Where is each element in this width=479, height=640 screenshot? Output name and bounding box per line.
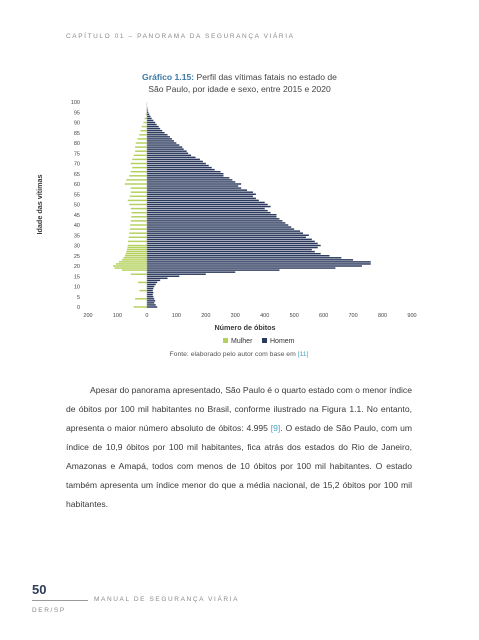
bar-female xyxy=(123,257,147,258)
bar-male xyxy=(147,116,151,117)
bar-female xyxy=(131,208,147,209)
bar-female xyxy=(122,269,147,270)
bar-male xyxy=(147,144,179,145)
figure-title-line2: São Paulo, por idade e sexo, entre 2015 e 2020 xyxy=(148,84,331,94)
legend-swatch-male xyxy=(262,338,267,343)
bar-male xyxy=(147,157,196,158)
bar-male xyxy=(147,259,353,260)
y-tick-label: 60 xyxy=(73,182,80,188)
bar-female xyxy=(127,247,146,248)
bar-male xyxy=(147,255,330,256)
bar-male xyxy=(147,130,162,131)
bar-male xyxy=(147,165,209,166)
bar-male xyxy=(147,189,247,190)
x-tick-label: 500 xyxy=(289,313,299,319)
bar-female xyxy=(131,220,147,221)
bar-male xyxy=(147,265,362,266)
x-tick-label: 300 xyxy=(230,313,240,319)
bar-female xyxy=(130,196,147,197)
y-tick-label: 0 xyxy=(76,305,80,311)
y-tick-label: 15 xyxy=(73,274,80,281)
y-tick-label: 100 xyxy=(70,100,80,106)
bar-male xyxy=(147,146,182,147)
bar-male xyxy=(147,185,238,186)
bar-female xyxy=(129,232,147,233)
bar-male xyxy=(147,200,259,201)
bar-female xyxy=(131,187,147,188)
x-tick-label: 800 xyxy=(377,313,388,319)
bar-male xyxy=(147,220,282,221)
body-paragraph-text: Apesar do panorama apresentado, São Paulo é o quarto estado com o menor índice de óbitos por 100 mil habitantes no Brasil, conforme ilustrado na Figura 1.1. No entanto, apresenta o maior número absoluto de óbitos: 4.995 xyxy=(66,385,412,433)
bar-female xyxy=(132,167,147,168)
figure-source-text: Fonte: elaborado pelo autor com base em xyxy=(169,351,298,358)
bar-female xyxy=(138,282,147,283)
bar-male xyxy=(147,276,179,277)
bar-male xyxy=(147,150,187,151)
bar-male xyxy=(147,138,172,139)
bar-female xyxy=(145,118,147,119)
bar-male xyxy=(147,114,149,115)
bar-male xyxy=(147,296,153,297)
chapter-header: CAPÍTULO 01 – PANORAMA DA SEGURANÇA VIÁRIA xyxy=(66,33,295,40)
bar-male xyxy=(147,187,241,188)
footer-divider xyxy=(32,600,88,601)
bar-male xyxy=(147,132,165,133)
bar-male xyxy=(147,212,271,213)
bar-male xyxy=(147,159,200,160)
y-tick-label: 95 xyxy=(73,110,80,117)
bar-male xyxy=(147,243,318,244)
bar-male xyxy=(147,261,371,262)
bar-male xyxy=(147,278,168,279)
bar-male xyxy=(147,302,154,303)
bar-male xyxy=(147,173,224,174)
bar-male xyxy=(147,228,294,229)
bar-male xyxy=(147,239,312,240)
bar-male xyxy=(147,251,315,252)
bar-male xyxy=(147,235,309,236)
bar-female xyxy=(143,122,147,123)
bar-male xyxy=(147,177,229,178)
bar-male xyxy=(147,163,206,164)
bar-male xyxy=(147,273,206,274)
bar-male xyxy=(147,128,160,129)
bar-male xyxy=(147,175,224,176)
bar-male xyxy=(147,153,188,154)
bar-male xyxy=(147,134,168,135)
bar-female xyxy=(113,265,147,266)
bar-female xyxy=(132,159,147,160)
bar-female xyxy=(125,255,147,256)
bar-male xyxy=(147,286,154,287)
y-tick-label: 50 xyxy=(73,202,80,209)
bar-male xyxy=(147,306,157,307)
bar-male xyxy=(147,218,280,219)
bar-male xyxy=(147,294,153,295)
bar-male xyxy=(147,198,256,199)
x-tick-label: 100 xyxy=(171,313,181,319)
bar-male xyxy=(147,122,155,123)
body-paragraph-text-rest: . O estado de São Paulo, com um índice de 10,9 óbitos por 100 mil habitantes, fica atrás dos estados do Rio de Janeiro, Amazonas e Amapá, todos com menos de 10 óbitos por 100 mil habitantes. O estado também apresenta um índice menor do que a média nacional, de 15,2 óbitos por 100 mil habitantes. xyxy=(66,423,413,509)
bar-male xyxy=(147,214,277,215)
bar-female xyxy=(131,171,147,172)
bar-female xyxy=(122,259,147,260)
bar-male xyxy=(147,253,321,254)
bar-female xyxy=(137,138,146,139)
bar-female xyxy=(132,212,147,213)
bar-male xyxy=(147,194,256,195)
bar-male xyxy=(147,249,312,250)
bar-female xyxy=(131,273,147,274)
figure-source xyxy=(170,351,309,358)
x-tick-label: 200 xyxy=(201,313,211,319)
bar-female xyxy=(128,241,147,242)
bar-male xyxy=(147,284,156,285)
bar-male xyxy=(147,210,268,211)
bar-male xyxy=(147,267,336,268)
legend-label-male: Homem xyxy=(270,338,295,345)
bar-male xyxy=(147,271,235,272)
y-tick-label: 80 xyxy=(73,141,80,147)
bar-male xyxy=(147,282,157,283)
y-tick-label: 85 xyxy=(73,130,80,137)
bar-male xyxy=(147,181,235,182)
y-tick-label: 5 xyxy=(76,294,80,301)
citation-link[interactable]: [9] xyxy=(270,423,281,433)
figure-source-citation[interactable]: [11] xyxy=(297,351,309,358)
x-tick-label: 400 xyxy=(260,313,270,319)
bar-male xyxy=(147,167,212,168)
bar-female xyxy=(128,200,147,201)
bar-male xyxy=(147,288,153,289)
bar-male xyxy=(147,280,160,281)
bar-female xyxy=(135,150,147,151)
y-tick-label: 45 xyxy=(73,212,80,219)
bar-male xyxy=(147,142,176,143)
bar-male xyxy=(147,155,191,156)
bar-female xyxy=(140,130,146,131)
bar-male xyxy=(147,120,153,121)
bar-female xyxy=(135,298,147,299)
bar-male xyxy=(147,298,154,299)
bar-male xyxy=(147,136,170,137)
bar-female xyxy=(126,253,147,254)
bar-female xyxy=(129,204,147,205)
bar-male xyxy=(147,191,253,192)
x-tick-label: 100 xyxy=(112,313,123,319)
bar-female xyxy=(140,290,147,291)
bar-male xyxy=(147,204,268,205)
bar-male xyxy=(147,179,232,180)
bar-male xyxy=(147,263,371,264)
y-tick-label: 75 xyxy=(73,151,80,158)
bar-male xyxy=(147,237,306,238)
y-tick-label: 35 xyxy=(73,233,80,240)
bar-male xyxy=(147,124,157,125)
bar-male xyxy=(147,169,215,170)
bar-male xyxy=(147,118,152,119)
bar-male xyxy=(147,216,277,217)
bar-male xyxy=(147,183,241,184)
bar-male xyxy=(147,202,265,203)
bar-male xyxy=(147,224,288,225)
bar-female xyxy=(116,263,147,264)
legend-label-female: Mulher xyxy=(231,338,253,345)
bar-female xyxy=(127,249,147,250)
page-number: 50 xyxy=(32,582,47,597)
bar-female xyxy=(139,134,147,135)
footer-organization: DER/SP xyxy=(32,607,66,614)
bar-female xyxy=(131,163,147,164)
y-tick-label: 55 xyxy=(73,192,80,199)
bar-male xyxy=(147,257,341,258)
bar-female xyxy=(115,267,147,268)
bar-male xyxy=(147,290,153,291)
bar-male xyxy=(147,226,291,227)
bar-male xyxy=(147,140,174,141)
x-tick-label: 0 xyxy=(145,313,149,319)
bar-male xyxy=(147,206,271,207)
bar-male xyxy=(147,171,221,172)
bar-male xyxy=(147,232,303,233)
bar-female xyxy=(128,245,147,246)
bar-female xyxy=(131,216,147,217)
bar-male xyxy=(147,269,280,270)
bar-female xyxy=(125,183,147,184)
footer-book-title: MANUAL DE SEGURANÇA VIÁRIA xyxy=(94,596,240,603)
x-tick-label: 700 xyxy=(348,313,358,319)
y-tick-label: 65 xyxy=(73,171,80,178)
bar-female xyxy=(130,228,147,229)
bar-female xyxy=(131,191,147,192)
x-tick-label: 200 xyxy=(83,313,93,319)
bar-male xyxy=(147,196,253,197)
bar-female xyxy=(129,237,147,238)
x-tick-label: 600 xyxy=(319,313,329,319)
bar-male xyxy=(147,148,184,149)
x-axis-title: Número de óbitos xyxy=(214,323,276,332)
bar-male xyxy=(147,208,265,209)
y-tick-label: 70 xyxy=(73,161,80,168)
bar-female xyxy=(129,175,147,176)
y-axis-title: Idade das vítimas xyxy=(35,174,44,235)
bar-male xyxy=(147,292,153,293)
bar-female xyxy=(136,142,147,143)
figure-title-lead: Gráfico 1.15: xyxy=(142,72,195,82)
bar-female xyxy=(142,126,147,127)
y-tick-label: 30 xyxy=(73,243,80,250)
bar-male xyxy=(147,300,155,301)
bar-female xyxy=(119,261,147,262)
bar-male xyxy=(147,304,156,305)
y-tick-label: 10 xyxy=(73,284,80,291)
bar-male xyxy=(147,161,203,162)
bar-male xyxy=(147,241,315,242)
bar-female xyxy=(126,251,147,252)
body-paragraph xyxy=(66,381,412,514)
bar-female xyxy=(135,146,147,147)
y-tick-label: 40 xyxy=(73,223,80,229)
bar-male xyxy=(147,126,159,127)
bar-female xyxy=(134,306,147,307)
bar-male xyxy=(147,247,318,248)
y-tick-label: 25 xyxy=(73,253,80,260)
bar-female xyxy=(130,224,147,225)
bar-female xyxy=(134,155,147,156)
y-tick-label: 20 xyxy=(73,264,80,270)
bar-female xyxy=(126,179,147,180)
x-tick-label: 900 xyxy=(407,313,417,319)
bar-male xyxy=(147,222,285,223)
y-tick-label: 90 xyxy=(73,120,80,127)
bar-male xyxy=(147,245,321,246)
bar-male xyxy=(147,230,300,231)
legend-swatch-female xyxy=(223,338,228,343)
figure-title-rest: Perfil das vítimas fatais no estado de xyxy=(194,72,337,82)
